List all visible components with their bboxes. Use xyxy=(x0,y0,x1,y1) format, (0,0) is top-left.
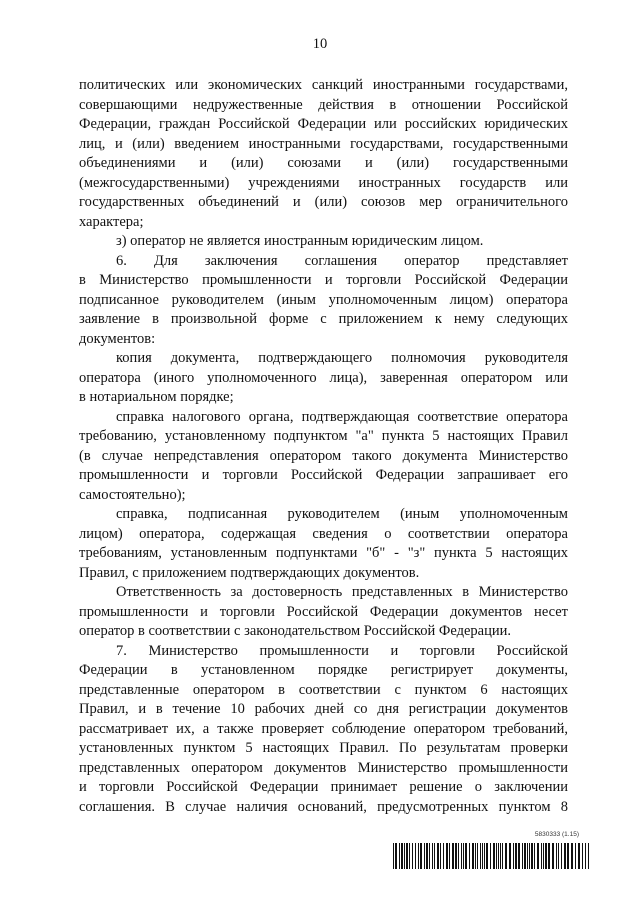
text-line: характера; xyxy=(79,213,144,230)
barcode-bar xyxy=(564,843,566,869)
barcode-bar xyxy=(490,843,491,869)
barcode-bar xyxy=(585,843,586,869)
barcode-bar xyxy=(415,843,416,869)
text-line: Ответственность за достоверность представленных в Министерство xyxy=(116,584,568,600)
barcode-bar xyxy=(524,843,526,869)
barcode-bar xyxy=(475,843,476,869)
text-line: оператора (иного уполномоченного лица), заверенная оператором или xyxy=(79,369,568,386)
text-line: оператор в соответствии с законодательством Российской Федерации. xyxy=(79,623,511,639)
barcode-bar xyxy=(472,843,474,869)
barcode-bar xyxy=(588,843,589,869)
text-line: промышленности и торговли Российской Федерации документов несет xyxy=(79,603,568,620)
barcode-bar xyxy=(518,843,520,869)
barcode-bar xyxy=(541,843,542,869)
text-line: подписанное руководителем (иным уполномоченным лицом) оператора xyxy=(79,291,568,308)
barcode-bar xyxy=(571,843,573,869)
barcode-bar xyxy=(424,843,425,869)
barcode-bar xyxy=(545,843,547,869)
text-line: представленные оператором в соответствии с пунктом 6 настоящих xyxy=(79,681,568,698)
barcode-label: 5830333 (1.15) xyxy=(534,831,579,838)
barcode-bar xyxy=(534,843,535,869)
barcode-bar xyxy=(406,843,408,869)
barcode-block xyxy=(393,831,591,869)
barcode-bar xyxy=(500,843,501,869)
barcode-bar xyxy=(582,843,583,869)
barcode-bar xyxy=(529,843,530,869)
barcode-bar xyxy=(409,843,410,869)
text-line: рассматривает их, а также проверяет соблюдение оператором требований, xyxy=(79,720,568,737)
barcode-bar xyxy=(395,843,397,869)
barcode-bar xyxy=(418,843,419,869)
text-line: совершающими недружественные действия в отношении Российской xyxy=(79,96,568,113)
barcode-bar xyxy=(486,843,488,869)
barcode-bar xyxy=(552,843,554,869)
text-line: з) оператор не является иностранным юридическим лицом. xyxy=(116,233,484,249)
text-line: соглашения. В случае наличия оснований, предусмотренных пунктом 8 xyxy=(79,798,568,815)
barcode-bar xyxy=(531,843,533,869)
barcode-bar xyxy=(399,843,400,869)
barcode-bar xyxy=(502,843,503,869)
barcode-bar xyxy=(493,843,495,869)
barcode-bar xyxy=(455,843,457,869)
text-line: в Министерство промышленности и торговли Российской Федерации xyxy=(79,272,568,288)
barcode-bar xyxy=(393,843,394,869)
barcode-bar xyxy=(505,843,507,869)
barcode-bar xyxy=(527,843,528,869)
barcode-bar xyxy=(429,843,430,869)
text-line: лиц, и (или) введением иностранными государствами, государственными xyxy=(79,135,568,152)
barcode-bar xyxy=(537,843,539,869)
text-line: копия документа, подтверждающего полномочия руководителя xyxy=(116,350,568,366)
barcode-bar xyxy=(437,843,439,869)
text-line: документов: xyxy=(79,330,156,347)
barcode-bar xyxy=(458,843,459,869)
text-line: лицом) оператора, содержащая сведения о соответствии оператора xyxy=(79,525,568,542)
barcode-bar xyxy=(548,843,550,869)
text-line: заявление в произвольной форме с приложением к нему следующих xyxy=(79,311,568,327)
text-line: представленных оператором документов Министерство промышленности xyxy=(79,759,568,776)
barcode-bar xyxy=(446,843,448,869)
text-line: промышленности и торговли Российской Федерации запрашивает его xyxy=(79,467,568,483)
barcode-bar xyxy=(443,843,444,869)
text-line: требованию, установленному подпунктом "а" пункта 5 настоящих Правил xyxy=(79,428,568,444)
barcode-bar xyxy=(496,843,497,869)
barcode-bar xyxy=(543,843,544,869)
barcode-bar xyxy=(482,843,483,869)
text-line: (в случае непредставления оператором такого документа Министерство xyxy=(79,447,568,464)
barcode-bar xyxy=(556,843,557,869)
barcode-bar xyxy=(578,843,580,869)
text-line: Правил, с приложением подтверждающих документов. xyxy=(79,564,420,581)
barcode-bar xyxy=(513,843,514,869)
text-line: в нотариальном порядке; xyxy=(79,389,234,405)
barcode-bar xyxy=(567,843,569,869)
barcode-bar xyxy=(575,843,576,869)
barcode-bar xyxy=(558,843,559,869)
barcode-bar xyxy=(477,843,478,869)
barcode-bar xyxy=(449,843,450,869)
text-line: установленных пунктом 5 настоящих Правил. По результатам проверки xyxy=(79,740,568,756)
barcode-bar xyxy=(515,843,517,869)
text-line: (межгосударственными) учреждениями иностранных государств или xyxy=(79,174,568,191)
text-line: государственных объединений и (или) союзов мер ограничительного xyxy=(79,194,568,210)
text-line: объединениями и (или) союзами и (или) государственными xyxy=(79,155,568,171)
barcode-bar xyxy=(432,843,433,869)
text-line: 6. Для заключения соглашения оператор представляет xyxy=(116,252,568,269)
barcode-bar xyxy=(440,843,441,869)
barcode-bar xyxy=(452,843,454,869)
barcode-bar xyxy=(509,843,511,869)
barcode-bar xyxy=(412,843,413,869)
barcode-bar xyxy=(420,843,422,869)
barcode-bar xyxy=(561,843,562,869)
text-line: Правил, и в течение 10 рабочих дней со дня регистрации документов xyxy=(79,701,568,717)
barcode-bar xyxy=(401,843,403,869)
text-line: Федерации, граждан Российской Федерации или российских юридических xyxy=(79,116,568,132)
text-line: справка, подписанная руководителем (иным уполномоченным xyxy=(116,506,568,522)
barcode-bar xyxy=(465,843,467,869)
barcode-bar xyxy=(461,843,462,869)
text-line: справка налогового органа, подтверждающая соответствие оператора xyxy=(116,408,568,425)
barcode-bar xyxy=(522,843,523,869)
text-line: политических или экономических санкций иностранными государствами, xyxy=(79,77,568,93)
page-number: 10 xyxy=(312,36,328,52)
barcode-image xyxy=(393,843,591,869)
text-line: Федерации в установленном порядке регистрирует документы, xyxy=(79,662,568,678)
text-line: и торговли Российской Федерации принимает решение о заключении xyxy=(79,779,568,795)
barcode-bar xyxy=(463,843,464,869)
barcode-bar xyxy=(484,843,485,869)
barcode-bar xyxy=(404,843,405,869)
barcode-bar xyxy=(434,843,435,869)
barcode-bar xyxy=(498,843,499,869)
document-body xyxy=(79,76,568,817)
barcode-bar xyxy=(426,843,428,869)
barcode-bar xyxy=(480,843,481,869)
text-line: 7. Министерство промышленности и торговли Российской xyxy=(116,642,568,659)
text-line: самостоятельно); xyxy=(79,486,186,503)
barcode-bar xyxy=(469,843,470,869)
text-line: требованиям, установленным подпунктами "б" - "з" пункта 5 настоящих xyxy=(79,545,568,561)
